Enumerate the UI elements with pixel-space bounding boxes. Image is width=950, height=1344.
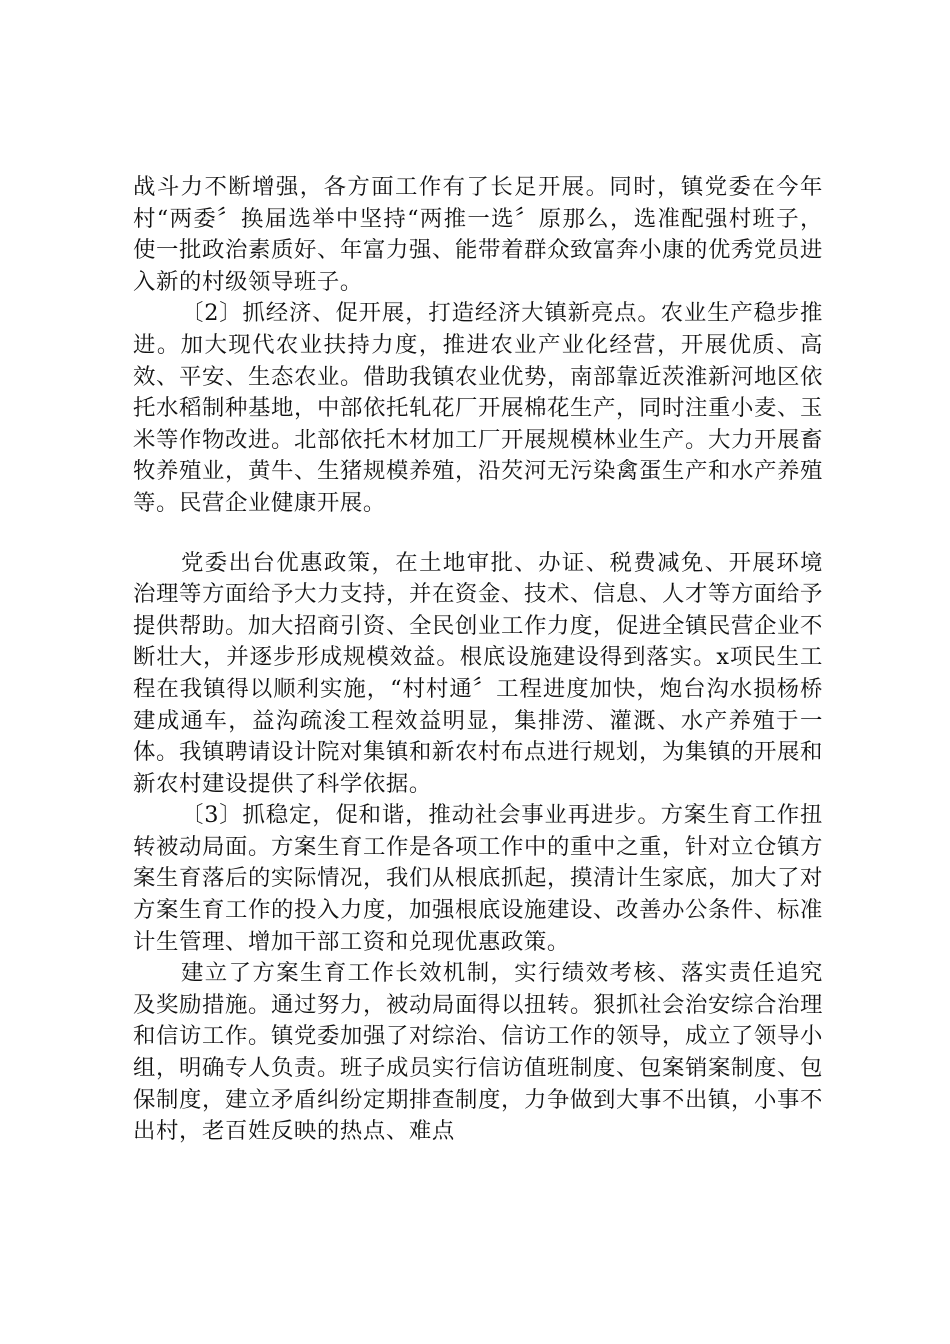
paragraph-2: 〔2〕抓经济、促开展，打造经济大镇新亮点。农业生产稳步推进。加大现代农业扶持力度，推进农业产业化经营，开展优质、高效、平安、生态农业。借助我镇农业优势，南部靠近茨淮新河地区依托水稻制种基地，中部依托轧花厂开展棉花生产，同时注重小麦、玉米等作物改进。北部依托木材加工厂开展规模林业生产。大力开展畜牧养殖业，黄牛、生猪规模养殖，沿芡河无污染禽蛋生产和水产养殖等。民营企业健康开展。	[133, 300, 823, 516]
paragraph-3: 党委出台优惠政策，在土地审批、办证、税费减免、开展环境治理等方面给予大力支持，并在资金、技术、信息、人才等方面给予提供帮助。加大招商引资、全民创业工作力度，促进全镇民营企业不断壮大，并逐步形成规模效益。根底设施建设得到落实。x项民生工程在我镇得以顺利实施，“村村通〞工程进度加快，炮台沟水损杨桥建成通车，益沟疏浚工程效益明显，集排涝、灌溉、水产养殖于一体。我镇聘请设计院对集镇和新农村布点进行规划，为集镇的开展和新农村建设提供了科学依据。	[133, 549, 823, 797]
paragraph-4: 〔3〕抓稳定，促和谐，推动社会事业再进步。方案生育工作扭转被动局面。方案生育工作是各项工作中的重中之重，针对立仓镇方案生育落后的实际情况，我们从根底抓起，摸清计生家底，加大了对方案生育工作的投入力度，加强根底设施建设、改善办公条件、标准计生管理、增加干部工资和兑现优惠政策。	[133, 802, 823, 955]
paragraph-1: 战斗力不断增强，各方面工作有了长足开展。同时，镇党委在今年村“两委〞换届选举中坚持“两推一选〞原那么，选准配强村班子，使一批政治素质好、年富力强、能带着群众致富奔小康的优秀党员进入新的村级领导班子。	[133, 174, 823, 295]
body-text	[133, 172, 823, 1148]
paragraph-5: 建立了方案生育工作长效机制，实行绩效考核、落实责任追究及奖励措施。通过努力，被动局面得以扭转。狠抓社会治安综合治理和信访工作。镇党委加强了对综治、信访工作的领导，成立了领导小组，明确专人负责。班子成员实行信访值班制度、包案销案制度、包保制度，建立矛盾纠纷定期排查制度，力争做到大事不出镇，小事不出村，老百姓反映的热点、难点	[133, 960, 823, 1145]
